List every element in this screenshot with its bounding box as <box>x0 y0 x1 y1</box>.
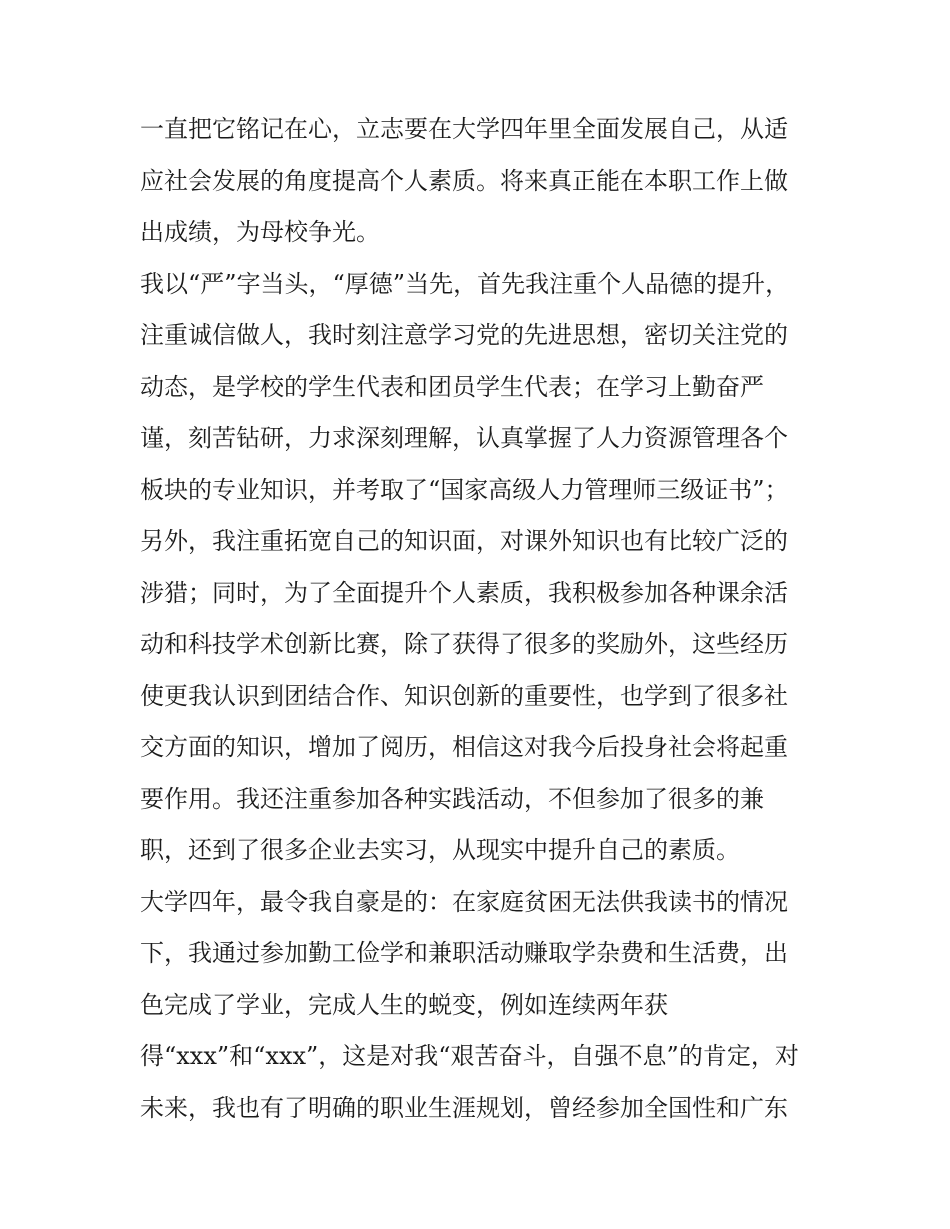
text-line: 下，我通过参加勤工俭学和兼职活动赚取学杂费和生活费，出 <box>140 939 788 967</box>
text-line: 大学四年，最令我自豪是的：在家庭贫困无法供我读书的情况 <box>140 887 788 916</box>
text-line: 动和科技学术创新比赛，除了获得了很多的奖励外，这些经历 <box>140 630 788 658</box>
text-line: 涉猎；同时，为了全面提升个人素质，我积极参加各种课余活 <box>140 578 788 607</box>
text-line: 注重诚信做人，我时刻注意学习党的先进思想，密切关注党的 <box>140 321 788 349</box>
text-line: 一直把它铭记在心，立志要在大学四年里全面发展自己，从适 <box>140 115 788 143</box>
text-line: 色完成了学业，完成人生的蜕变，例如连续两年获 <box>140 990 668 1019</box>
text-line: 未来，我也有了明确的职业生涯规划，曾经参加全国性和广东 <box>140 1093 788 1122</box>
text-line: 出成绩，为母校争光。 <box>140 218 380 246</box>
text-line: 交方面的知识，增加了阅历，相信这对我今后投身社会将起重 <box>140 733 788 761</box>
body-text <box>140 104 820 1134</box>
text-line: 另外，我注重拓宽自己的知识面，对课外知识也有比较广泛的 <box>140 527 788 555</box>
text-line: 动态，是学校的学生代表和团员学生代表；在学习上勤奋严 <box>140 372 764 401</box>
text-line: 职，还到了很多企业去实习，从现实中提升自己的素质。 <box>140 836 740 864</box>
text-line: 我以“严”字当头，“厚德”当先，首先我注重个人品德的提升， <box>140 269 790 298</box>
text-line: 得“xxx”和“xxx”，这是对我“艰苦奋斗，自强不息”的肯定，对 <box>140 1042 799 1070</box>
text-line: 要作用。我还注重参加各种实践活动，不但参加了很多的兼 <box>140 784 764 813</box>
text-line: 谨，刻苦钻研，力求深刻理解，认真掌握了人力资源管理各个 <box>140 424 788 452</box>
text-line: 板块的专业知识，并考取了“国家高级人力管理师三级证书”； <box>140 475 789 504</box>
text-line: 使更我认识到团结合作、知识创新的重要性，也学到了很多社 <box>140 681 788 710</box>
text-line: 应社会发展的角度提高个人素质。将来真正能在本职工作上做 <box>140 166 788 195</box>
